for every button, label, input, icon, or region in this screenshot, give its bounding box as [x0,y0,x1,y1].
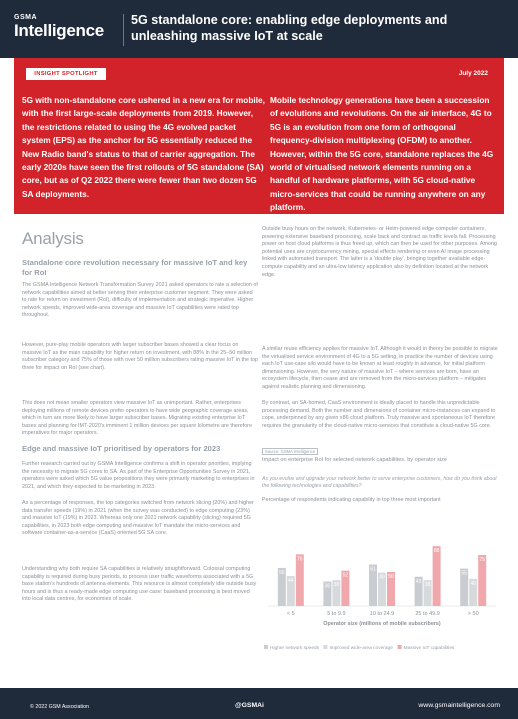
data-label: 75 [479,557,485,563]
bar-massive-iot-capabilities-3 [433,546,441,606]
insight-spotlight-badge: INSIGHT SPOTLIGHT [26,68,106,80]
paragraph-1: The GSMA Intelligence Network Transformation Survey 2021 asked operators to rate a selection of network capabilities aimed at better serving their enterprise customer segment. They were asked to rate for return on investment (RoI), difficulty of implementation and strategic imperative. Higher network speeds, improved wide-area coverage and massive IoT capabilities were rated top throughout. [22,282,258,319]
x-tick-label: 10 to 24.9 [369,611,395,617]
figure-subtitle: Percentage of respondents indicating capability in top three most important [262,497,441,503]
legend-entry: Higher network speeds [270,646,320,651]
gsma-logo-small: GSMA [14,14,37,21]
legend-swatch [264,645,268,649]
figure-source-tag: Source: GSMA Intelligence [262,448,318,455]
data-label: 43 [415,578,422,585]
x-tick-label: 25 to 49.9 [415,611,440,617]
page-title: 5G standalone core: enabling edge deployments and unleashing massive IoT at scale [131,13,448,43]
figure-question: As you evolve and upgrade your network better to serve enterprise customers, how do you think about the following technologies and capabilities? [262,476,497,489]
x-tick-label: < 5 [286,611,295,617]
data-label: 50 [388,574,394,580]
subheading-standalone-core: Standalone core revolution necessary for massive IoT and key for RoI [22,258,248,277]
right-paragraph-2: A similar reuse efficiency applies for massive IoT. Although it would in theory be possible to migrate the virtualised service environment of 4G to a 5G setting, in practice the number of devices using each IoT use-case silo would have to be known at least roughly in advance, for initial platform dimensioning. However, the very nature of massive IoT – where services are born, have an ecosystem lifecycle, then cease and are removed from the micro-services platform – mitigates against realistic planning and dimensioning. [262,346,498,390]
copyright-text: © 2022 GSM Association [30,704,89,710]
x-tick-label: > 50 [467,611,479,617]
twitter-handle: @GSMAi [235,702,264,709]
roi-bar-chart [262,503,502,665]
data-label: 52 [342,572,349,579]
data-label: 88 [433,548,440,555]
paragraph-5: As a percentage of responses, the top categories switched from network slicing (20%) and higher data transfer speeds (19%) in 2021 (when the survey was conducted) to edge computing (23%) and massive IoT (19%) in 2023. Whereas only one 2021 network capability (slicing) required 5G capabilities, in 2023 both edge computing and massive IoT mandate the micro-services and software container-as-a-service (CaaS) oriented 5G SA core. [22,500,254,537]
paragraph-2: However, pure-play mobile operators with larger subscriber bases showed a clear focus on massive IoT as the main capability for higher return on investment, with 88% in the 25–50 million subscriber category and 75% of those with over 50 million subscribers rating massive IoT in the top three for impact on RoI (see chart). [22,342,259,371]
right-paragraph-3: By contrast, an SA-homed, CaaS environment is ideally placed to handle this unpredictable processing demand. Both the number and dimensions of container micro-instances can expand to cope, underpinned by any given x86 cloud platform. Truly massive and spontaneous IoT therefore requires the granularity of the cloud-native micro-services that constitute a cloud-native 5G core. [262,400,496,429]
data-label: 44 [288,578,294,585]
legend-entry: Massive IoT capabilities [403,646,455,651]
legend-entry: Improved wide-area coverage [329,646,393,651]
banner-left-text: 5G with non-standalone core ushered in a new era for mobile, with the first large-scale deployments from 2019. However, the restrictions related to using the 4G evolved packet system (EPS) as the anchor for 5G essentially reduced the New Radio band's status to that of carrier aggregation. The early 2020s have seen the first rollouts of 5G standalone (SA) core, but as of Q2 2022 there were fewer than two dozen 5G SA deployments. [22,95,265,199]
data-label: 38 [424,582,431,589]
publication-date: July 2022 [458,70,488,77]
legend-swatch [323,645,327,649]
paragraph-6: Understanding why both require SA capabilities is relatively straightforward. Colossal computing capability is required during busy periods, to process user traffic waveforms associated with a 5G base station's hundreds of antenna elements. This resource is almost completely idle outside busy hours and is thus a ready-made edge computing use case: baseband processing is best moved into local data centres, for economies of scale. [22,566,257,603]
data-label: 38 [333,582,340,589]
header-divider [123,14,124,46]
right-paragraph-1: Outside busy hours on the network, Kubernetes- or Helm-powered edge computer containers, powering extensive baseband processing, scale back and contract as traffic levels fall. Processing power on host cloud platforms is thus freed up, which can then be used for other purposes. Among potential uses are cryptocurrency mining, special effects rendering or even AI image processing linked with automated transport. The latter is a 'double play', bringing together available edge-compute capability and an ultra-low latency application also by definition located at the network edge. [262,226,497,278]
x-axis-title: Operator size (millions of mobile subscribers) [323,621,441,627]
figure-title: Impact on enterprise RoI for selected network capabilities, by operator size [262,457,447,463]
data-label: 40 [470,580,476,587]
banner-right-text: Mobile technology generations have been a succession of evolutions and revolutions. On the air interface, 4G to 5G is an evolution from one form of orthogonal frequency-division multiplexing (OFDM) to another. However, within the 5G core, standalone replaces the 4G world of virtualised network elements running on a handful of hardware platforms, with 5G cloud-native micro-services that could be running anywhere on any platform. [270,95,494,213]
data-label: 76 [297,556,303,563]
data-label: 36 [324,583,331,590]
x-tick-label: 5 to 9.9 [327,611,346,617]
paragraph-3: This does not mean smaller operators view massive IoT as unimportant. Rather, enterprises deploying millions of remote devices prefer operators to have wide geographic coverage areas, which in turn are more likely to have larger subscriber bases. Migrating existing enterprise IoT bases and planning for IMT-2020's imminent 1 million devices per square kilometre are therefore imperatives for major operators. [22,400,252,437]
paragraph-4: Further research carried out by GSMA Intelligence confirms a shift in operator priorities, implying the necessity to migrate 5G cores to SA. As part of the Enterprise Opportunities Survey in 2021, operators were asked which 5G value propositions they were primarily marketing to enterprises in 2021, and which they expected to be marketing in 2023. [22,461,255,490]
data-label: 49 [379,574,385,581]
data-label: 61 [370,566,376,573]
data-label: 56 [279,569,285,576]
analysis-heading: Analysis [22,229,84,248]
website-link[interactable]: www.gsmaintelligence.com [418,702,500,709]
legend-swatch [398,645,402,649]
gsma-intelligence-logo: Intelligence [14,21,104,40]
subheading-edge-massive-iot: Edge and massive IoT prioritised by operators for 2023 [22,444,221,453]
data-label: 55 [461,570,467,577]
